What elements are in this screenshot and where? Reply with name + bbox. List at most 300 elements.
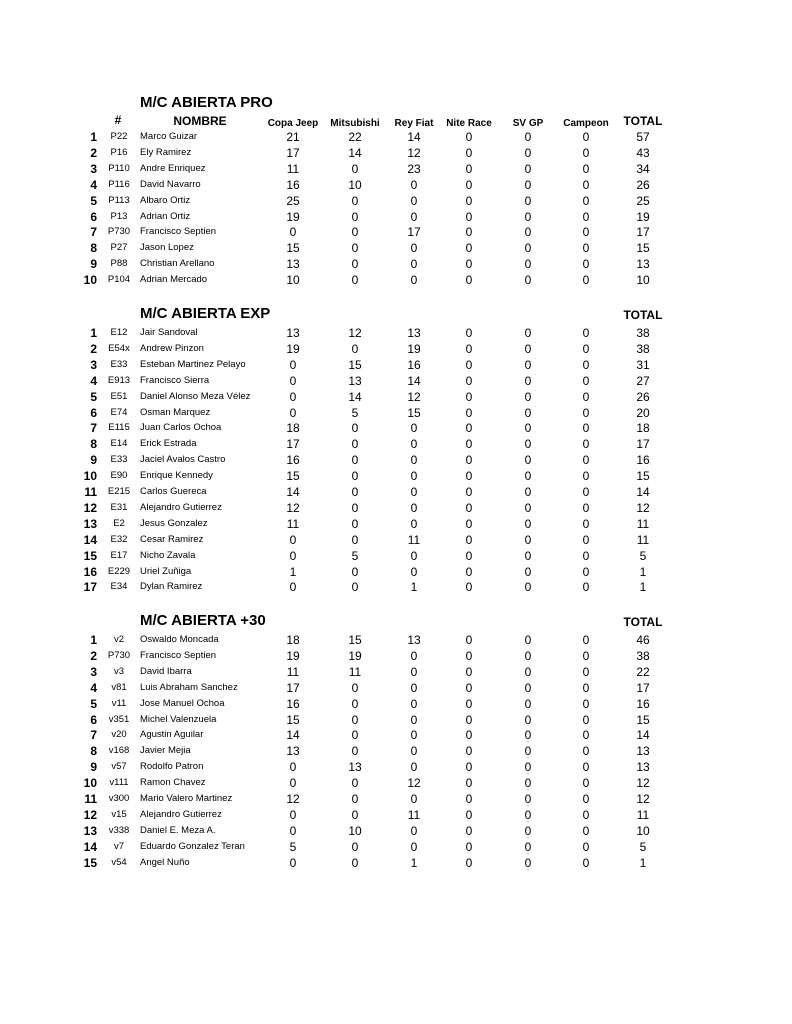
table-row [0,420,792,436]
score-cell: 0 [524,548,532,563]
score-cell: 0 [524,680,532,695]
score-cell: 17 [407,225,421,240]
score-cell: 0 [465,273,473,288]
rank-cell: 4 [90,373,97,388]
rider-name-cell: Andre Enriquez [140,162,206,174]
score-cell: 0 [582,241,590,256]
total-cell: 16 [636,453,650,468]
score-cell: 0 [465,145,473,160]
score-cell: 0 [410,453,418,468]
rider-name-cell: Francisco Sierra [140,374,210,386]
score-cell: 0 [524,516,532,531]
score-cell: 0 [524,696,532,711]
column-header-rey-fiat: Rey Fiat [394,118,434,129]
score-cell: 0 [465,648,473,663]
score-cell: 12 [286,792,300,806]
rider-name-cell: Marco Guizar [140,131,198,142]
rider-number-cell: P730 [107,649,131,661]
table-row [0,712,792,728]
score-cell: 0 [465,712,473,727]
score-cell: 13 [407,633,421,647]
table-row [0,807,792,823]
rank-cell: 7 [90,421,97,436]
score-cell: 0 [289,807,297,822]
rider-number-cell: P27 [110,242,128,254]
score-cell: 0 [524,225,532,240]
table-row [0,193,792,209]
score-cell: 0 [582,273,590,288]
table-row [0,548,792,564]
table-row [0,500,792,516]
score-cell: 0 [465,516,473,531]
rider-name-cell: Rodolfo Patron [140,761,204,773]
rider-name-cell: Carlos Guereca [140,486,207,497]
score-cell: 0 [524,193,532,208]
rank-cell: 16 [83,564,97,579]
score-cell: 25 [286,193,300,208]
rider-name-cell: Daniel E. Meza A. [140,824,216,836]
total-cell: 5 [639,548,647,563]
score-cell: 0 [524,453,532,468]
table-row [0,129,792,145]
score-cell: 0 [410,209,418,224]
score-cell: 0 [289,389,297,404]
score-cell: 11 [407,807,421,822]
score-cell: 0 [582,744,590,759]
rider-number-cell: P22 [110,131,128,142]
score-cell: 0 [465,532,473,547]
total-cell: 22 [636,664,650,679]
total-cell: 12 [636,500,650,515]
table-row [0,532,792,548]
score-cell: 0 [582,839,590,854]
rider-name-cell: Adrian Ortiz [140,210,191,222]
rank-cell: 6 [90,405,97,420]
rank-cell: 3 [90,357,97,372]
score-cell: 0 [351,532,359,547]
score-cell: 0 [582,209,590,224]
score-cell: 0 [524,130,532,144]
table-row [0,341,792,357]
table-row [0,452,792,468]
score-cell: 0 [582,453,590,468]
table-row [0,224,792,240]
rider-number-cell: P13 [110,210,128,222]
rider-number-cell: v15 [111,808,127,820]
rider-name-cell: Agustin Aguilar [140,729,204,741]
rank-cell: 10 [83,469,97,484]
column-header-total: TOTAL [623,308,663,322]
score-cell: 0 [410,728,418,743]
rider-name-cell: Erick Estrada [140,438,197,450]
rider-name-cell: Daniel Alonso Meza Vélez [140,390,251,402]
table-row [0,145,792,161]
table-row [0,775,792,791]
rider-number-cell: v81 [111,681,127,693]
column-header-total: TOTAL [623,615,663,629]
rider-name-cell: Uriel Zuñiga [140,565,192,577]
score-cell: 0 [582,469,590,484]
score-cell: 0 [465,580,473,595]
score-cell: 18 [286,421,300,436]
score-cell: 0 [351,580,359,595]
total-cell: 57 [636,130,650,144]
score-cell: 1 [289,564,297,579]
total-cell: 10 [636,823,650,838]
score-cell: 12 [407,776,421,791]
score-cell: 0 [524,712,532,727]
rank-cell: 9 [90,453,97,468]
rider-number-cell: E215 [107,486,131,497]
rider-name-cell: Jason Lopez [140,242,194,254]
rider-name-cell: Alejandro Gutierrez [140,501,222,513]
score-cell: 0 [465,241,473,256]
score-cell: 0 [524,633,532,647]
score-cell: 0 [582,326,590,340]
score-cell: 0 [351,564,359,579]
rider-number-cell: P730 [107,226,131,238]
total-cell: 19 [636,209,650,224]
score-cell: 17 [286,437,300,452]
rider-name-cell: Michel Valenzuela [140,713,217,725]
score-cell: 0 [289,760,297,775]
score-cell: 0 [351,696,359,711]
rank-cell: 3 [90,664,97,679]
table-row [0,389,792,405]
column-header-name: NOMBRE [173,114,227,128]
score-cell: 0 [410,712,418,727]
rider-number-cell: v2 [113,634,125,645]
score-cell: 12 [407,145,421,160]
score-cell: 14 [286,728,300,743]
score-cell: 0 [524,209,532,224]
total-cell: 43 [636,145,650,160]
rank-cell: 4 [90,177,97,192]
rank-cell: 14 [83,839,97,854]
total-cell: 17 [636,225,650,240]
score-cell: 12 [286,500,300,515]
score-cell: 14 [348,145,362,160]
score-cell: 11 [286,161,300,176]
score-cell: 21 [286,130,300,144]
rider-number-cell: v20 [111,729,127,741]
score-cell: 0 [582,177,590,192]
rider-name-cell: David Navarro [140,178,201,190]
rider-name-cell: Ramon Chavez [140,777,206,789]
score-cell: 16 [286,696,300,711]
score-cell: 0 [465,776,473,791]
score-cell: 0 [524,532,532,547]
rider-name-cell: Luis Abraham Sanchez [140,681,238,693]
score-cell: 0 [582,341,590,356]
table-row [0,436,792,452]
score-cell: 0 [582,357,590,372]
total-cell: 34 [636,161,650,176]
table-row [0,209,792,225]
score-cell: 0 [410,469,418,484]
total-cell: 46 [636,633,650,647]
score-cell: 0 [410,792,418,806]
total-cell: 26 [636,177,650,192]
score-cell: 0 [465,161,473,176]
score-cell: 0 [465,357,473,372]
rider-number-cell: v351 [108,713,130,725]
column-header-sv-gp: SV GP [512,118,544,129]
table-row [0,696,792,712]
rider-number-cell: v57 [111,761,127,773]
score-cell: 0 [524,839,532,854]
score-cell: 13 [407,326,421,340]
rider-number-cell: E74 [110,406,128,418]
rider-name-cell: Jaciel Avalos Castro [140,454,226,466]
rank-cell: 2 [90,341,97,356]
score-cell: 0 [524,405,532,420]
table-row [0,791,792,807]
score-cell: 0 [582,193,590,208]
rider-number-cell: v111 [109,777,129,789]
total-cell: 38 [636,648,650,663]
table-row [0,680,792,696]
total-cell: 20 [636,405,650,420]
score-cell: 18 [286,633,300,647]
score-cell: 0 [524,728,532,743]
total-cell: 27 [636,373,650,388]
score-cell: 0 [410,273,418,288]
score-cell: 0 [289,823,297,838]
score-cell: 0 [582,516,590,531]
score-cell: 19 [286,341,300,356]
table-row [0,468,792,484]
score-cell: 0 [351,209,359,224]
total-cell: 14 [636,728,650,743]
score-cell: 0 [465,823,473,838]
score-cell: 15 [348,357,362,372]
score-cell: 17 [286,680,300,695]
rider-name-cell: Juan Carlos Ochoa [140,422,222,434]
score-cell: 0 [524,373,532,388]
score-cell: 0 [351,485,359,499]
rider-number-cell: v7 [113,840,125,852]
total-cell: 26 [636,389,650,404]
rider-number-cell: E33 [110,358,128,370]
score-cell: 0 [524,437,532,452]
table-row [0,823,792,839]
score-cell: 0 [465,696,473,711]
score-cell: 0 [465,664,473,679]
total-cell: 11 [636,516,650,531]
score-cell: 14 [407,373,421,388]
score-cell: 0 [582,225,590,240]
score-cell: 0 [351,225,359,240]
score-cell: 0 [410,485,418,499]
rank-cell: 5 [90,193,97,208]
score-cell: 5 [351,405,359,420]
rider-name-cell: Angel Nuño [140,856,190,868]
score-cell: 0 [351,273,359,288]
score-cell: 1 [410,580,418,595]
total-cell: 38 [636,326,650,340]
score-cell: 0 [410,500,418,515]
score-cell: 0 [410,696,418,711]
score-cell: 0 [582,728,590,743]
table-row [0,177,792,193]
score-cell: 14 [286,485,300,499]
section-title: M/C ABIERTA +30 [140,612,266,629]
score-cell: 0 [465,500,473,515]
rank-cell: 9 [90,760,97,775]
score-cell: 0 [465,405,473,420]
rider-name-cell: Eduardo Gonzalez Teran [140,840,245,852]
score-cell: 13 [348,760,362,775]
total-cell: 16 [636,696,650,711]
rank-cell: 8 [90,744,97,759]
score-cell: 0 [410,193,418,208]
rider-name-cell: Ely Ramirez [140,146,192,158]
rank-cell: 11 [84,485,97,499]
score-cell: 0 [582,564,590,579]
total-cell: 13 [636,744,650,759]
score-cell: 0 [524,855,532,870]
rank-cell: 6 [90,712,97,727]
rider-name-cell: Cesar Ramirez [140,533,204,545]
score-cell: 0 [351,421,359,436]
rider-number-cell: P88 [110,258,128,270]
column-header-campeon: Campeon [563,118,609,129]
score-cell: 0 [410,648,418,663]
total-cell: 11 [636,807,650,822]
total-cell: 15 [636,712,650,727]
score-cell: 0 [289,532,297,547]
score-cell: 0 [582,548,590,563]
rider-number-cell: E34 [110,581,128,593]
total-cell: 13 [636,760,650,775]
score-cell: 0 [465,225,473,240]
score-cell: 13 [286,326,300,340]
rider-number-cell: v338 [108,824,130,836]
rank-cell: 13 [83,823,97,838]
score-cell: 10 [348,177,362,192]
rank-cell: 14 [83,532,97,547]
score-cell: 0 [465,760,473,775]
score-cell: 0 [351,500,359,515]
score-cell: 0 [465,389,473,404]
table-row [0,161,792,177]
score-cell: 0 [524,161,532,176]
score-cell: 0 [351,516,359,531]
total-cell: 11 [636,532,650,547]
rider-name-cell: Jesus Gonzalez [140,517,208,529]
score-cell: 0 [582,500,590,515]
table-row [0,516,792,532]
rider-number-cell: P16 [110,146,128,158]
score-cell: 23 [407,161,421,176]
rider-number-cell: E17 [110,549,128,561]
rank-cell: 5 [90,389,97,404]
score-cell: 15 [348,633,362,647]
score-cell: 0 [289,776,297,791]
score-cell: 14 [348,389,362,404]
score-cell: 15 [286,241,300,256]
score-cell: 0 [351,453,359,468]
column-header-mitsubishi: Mitsubishi [330,118,380,129]
rank-cell: 1 [90,326,97,340]
score-cell: 0 [465,792,473,806]
score-cell: 0 [582,760,590,775]
score-cell: 0 [524,241,532,256]
score-cell: 0 [524,389,532,404]
score-cell: 0 [582,437,590,452]
table-row [0,325,792,341]
score-cell: 0 [582,580,590,595]
score-cell: 0 [351,680,359,695]
score-cell: 0 [582,823,590,838]
score-cell: 0 [524,485,532,499]
score-cell: 0 [465,807,473,822]
score-cell: 0 [465,209,473,224]
score-cell: 0 [465,437,473,452]
total-cell: 31 [636,357,650,372]
total-cell: 17 [636,437,650,452]
score-cell: 0 [524,807,532,822]
score-cell: 0 [582,855,590,870]
score-cell: 0 [465,744,473,759]
score-cell: 0 [465,485,473,499]
rider-number-cell: E229 [107,565,131,577]
score-cell: 0 [465,130,473,144]
rank-cell: 3 [90,161,97,176]
score-cell: 0 [351,469,359,484]
score-cell: 0 [289,373,297,388]
rider-number-cell: E33 [110,454,128,466]
table-row [0,727,792,743]
rank-cell: 10 [83,273,97,288]
table-row [0,855,792,871]
rider-name-cell: Osman Marquez [140,406,211,418]
table-row [0,743,792,759]
rider-number-cell: E913 [107,374,131,386]
score-cell: 17 [286,145,300,160]
score-cell: 13 [286,744,300,759]
rank-cell: 2 [90,648,97,663]
score-cell: 0 [410,664,418,679]
score-cell: 0 [410,564,418,579]
rider-number-cell: E31 [110,501,128,513]
score-cell: 0 [465,177,473,192]
score-cell: 0 [465,469,473,484]
score-cell: 0 [524,273,532,288]
score-cell: 0 [465,564,473,579]
rider-number-cell: v11 [111,697,127,709]
score-cell: 16 [286,453,300,468]
section-title: M/C ABIERTA EXP [140,305,271,322]
score-cell: 0 [524,177,532,192]
score-cell: 0 [351,728,359,743]
score-cell: 0 [410,257,418,272]
total-cell: 1 [639,855,647,870]
section-title: M/C ABIERTA PRO [140,94,273,111]
score-cell: 0 [351,341,359,356]
score-cell: 13 [286,257,300,272]
total-cell: 12 [636,792,650,806]
rank-cell: 15 [83,855,97,870]
rider-name-cell: Adrian Mercado [140,274,208,286]
rank-cell: 12 [83,500,97,515]
rider-number-cell: E14 [110,438,128,450]
score-cell: 10 [286,273,300,288]
score-cell: 0 [289,580,297,595]
score-cell: 0 [351,161,359,176]
score-cell: 0 [524,744,532,759]
